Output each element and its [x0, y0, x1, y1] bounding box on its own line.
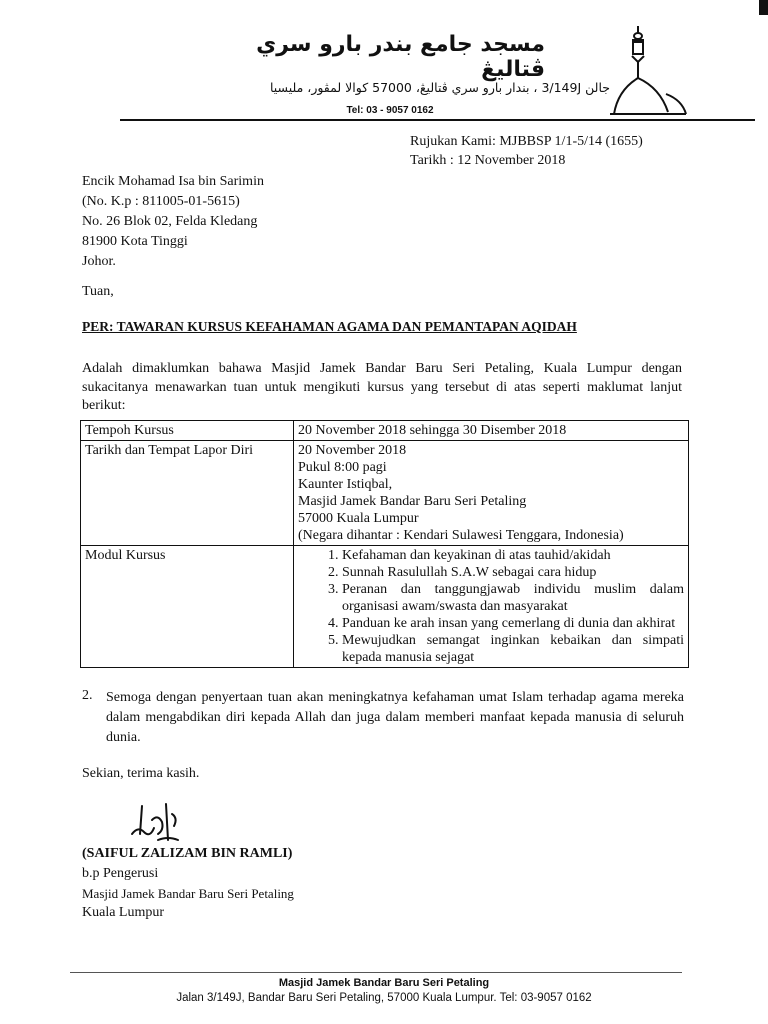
report-line: 20 November 2018 [298, 443, 407, 458]
reference-number: Rujukan Kami: MJBBSP 1/1-5/14 (1655) [410, 134, 643, 149]
module-list-cell [294, 546, 689, 668]
recipient-name: Encik Mohamad Isa bin Sarimin [82, 174, 264, 189]
signatory-name: (SAIFUL ZALIZAM BIN RAMLI) [82, 846, 293, 861]
table-row [81, 421, 689, 441]
signatory-organisation: Masjid Jamek Bandar Baru Seri Petaling [82, 886, 294, 901]
paragraph-2: Semoga dengan penyertaan tuan akan meningkatnya kefahaman umat Islam terhadap agama mereka dalam mengabdikan diri kepada Allah dan juga dalam memberi manfaat kepada manusia di seluruh dunia. [106, 690, 684, 745]
letter-date: Tarikh : 12 November 2018 [410, 153, 566, 168]
recipient-address-line: 81900 Kota Tinggi [82, 234, 188, 249]
report-line: Pukul 8:00 pagi [298, 460, 387, 475]
handwritten-signature [128, 800, 183, 850]
recipient-address-line: No. 26 Blok 02, Felda Kledang [82, 214, 258, 229]
scan-edge-mark [759, 0, 768, 15]
footer-organisation: Masjid Jamek Bandar Baru Seri Petaling [278, 977, 490, 989]
table-row [81, 546, 689, 668]
letterhead-jawi-address: جالن 3/149J ، بندار بارو سري ڤتاليڠ، 57000 كوالا لمڤور، مليسيا [269, 80, 610, 95]
letterhead-telephone: Tel: 03 - 9057 0162 [346, 105, 434, 116]
recipient-address-line: Johor. [82, 254, 116, 269]
module-item: 2. Sunnah Rasulullah S.A.W sebagai cara hidup [342, 564, 684, 581]
report-line: Kaunter Istiqbal, [298, 477, 393, 492]
report-line: (Negara dihantar : Kendari Sulawesi Tenggara, Indonesia) [298, 528, 624, 543]
module-item: 3. Peranan dan tanggungjawab individu muslim dalam organisasi awam/swasta dan masyarakat [342, 581, 684, 615]
course-info-table [80, 420, 689, 668]
closing-line: Sekian, terima kasih. [82, 766, 200, 781]
recipient-address [82, 172, 264, 272]
module-list [298, 547, 684, 666]
module-item: 4. Panduan ke arah insan yang cemerlang di dunia dan akhirat [342, 615, 684, 632]
mosque-dome-logo [608, 22, 688, 122]
report-line: Masjid Jamek Bandar Baru Seri Petaling [298, 494, 527, 509]
intro-paragraph: Adalah dimaklumkan bahawa Masjid Jamek Bandar Baru Seri Petaling, Kuala Lumpur dengan sukacitanya menawarkan tuan untuk mengikuti kursus yang tersebut di atas seperti maklumat lanjut berikut: [82, 361, 682, 413]
signatory-role: b.p Pengerusi [82, 866, 159, 881]
footer-address: Jalan 3/149J, Bandar Baru Seri Petaling, 57000 Kuala Lumpur. Tel: 03-9057 0162 [176, 992, 592, 1004]
reference-block [410, 132, 643, 170]
salutation: Tuan, [82, 284, 114, 299]
table-label: Tarikh dan Tempat Lapor Diri [81, 441, 294, 546]
footer-divider [70, 972, 682, 973]
letterhead-jawi-name: مسجد جامع بندر بارو سري ڤتاليڠ [256, 32, 545, 82]
letter-subject: PER: TAWARAN KURSUS KEFAHAMAN AGAMA DAN PEMANTAPAN AQIDAH [82, 319, 577, 334]
recipient-ic: (No. K.p : 811005-01-5615) [82, 194, 240, 209]
paragraph-number: 2. [82, 688, 93, 703]
module-item: 5. Mewujudkan semangat inginkan kebaikan dan simpati kepada manusia sejagat [342, 632, 684, 666]
module-item: 1. Kefahaman dan keyakinan di atas tauhid/akidah [342, 547, 684, 564]
table-label: Tempoh Kursus [81, 421, 294, 441]
table-row [81, 441, 689, 546]
course-period: 20 November 2018 sehingga 30 Disember 2018 [294, 421, 689, 441]
table-label: Modul Kursus [81, 546, 294, 668]
signatory-city: Kuala Lumpur [82, 905, 165, 920]
report-details [294, 441, 689, 546]
report-line: 57000 Kuala Lumpur [298, 511, 419, 526]
